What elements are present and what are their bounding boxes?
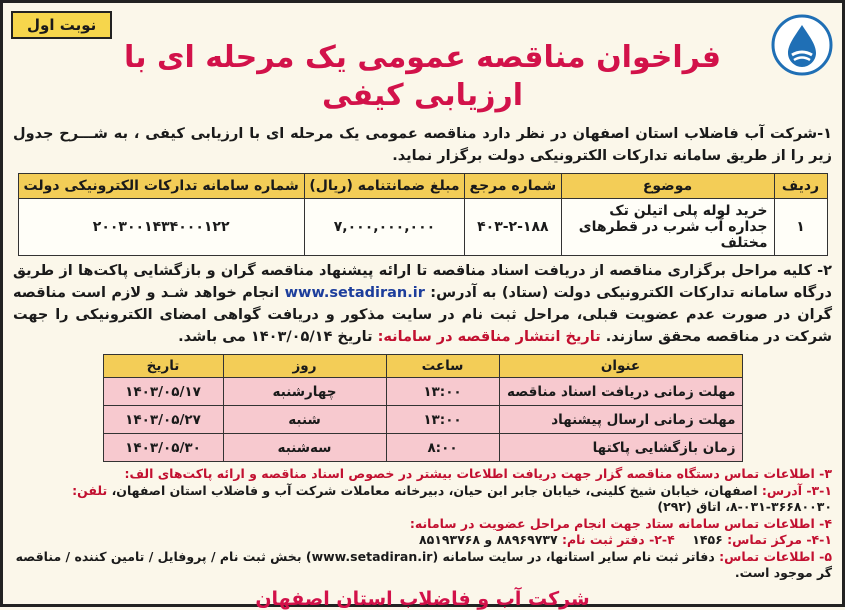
contact-5-text: دفاتر ثبت نام سایر استانها، در سایت سامانه (www.setadiran.ir) بخش ثبت نام / پروفایل / تامین کننده / مناقصه گر موجود است. (15, 548, 832, 580)
schedule-date: ۱۴۰۳/۰۵/۲۷ (103, 406, 223, 434)
column-header: تاریخ (103, 355, 223, 378)
table-row (103, 406, 742, 434)
table-row (18, 199, 827, 256)
contact-section-4: ۴- اطلاعات تماس سامانه ستاد جهت انجام مراحل عضویت در سامانه: (409, 515, 832, 531)
water-drop-logo-icon (770, 13, 834, 77)
schedule-day: شنبه (223, 406, 386, 434)
schedule-time: ۸:۰۰ (386, 434, 499, 462)
publish-date-label: تاریخ انتشار مناقصه در سامانه: (377, 329, 601, 345)
contact-center-line (13, 532, 832, 549)
section-2-text-a: ۲- کلیه مراحل برگزاری مناقصه از دریافت اسناد مناقصه تا ارائه پیشنهاد مناقصه گران و بازگشایی پاکت‌ها از طریق درگاه سامانه تدارکات الکترونیکی دولت (ستاد) به آدرس: (13, 263, 832, 301)
column-header: مبلغ ضمانتنامه (ریال) (304, 174, 464, 199)
schedule-title: مهلت زمانی ارسال پیشنهاد (499, 406, 742, 434)
schedule-header-row (103, 355, 742, 378)
registration-office-label: ۴-۲- دفتر ثبت نام: (561, 532, 675, 547)
call-center-label: ۴-۱- مرکز تماس: (727, 532, 832, 547)
registration-office-number: ۸۸۹۶۹۷۳۷ و ۸۵۱۹۳۷۶۸ (419, 532, 558, 547)
setadiran-link[interactable]: www.setadiran.ir (284, 285, 425, 301)
schedule-time: ۱۳:۰۰ (386, 406, 499, 434)
schedule-table (103, 354, 743, 462)
phone-label: تلفن: (72, 482, 108, 498)
table-row (103, 378, 742, 406)
schedule-day: سه‌شنبه (223, 434, 386, 462)
column-header: شماره مرجع (465, 174, 561, 199)
tender-table-header-row (18, 174, 827, 199)
address-label: ۳-۱- آدرس: (761, 482, 832, 498)
section-2-text-b: انجام خواهد شـد و لازم است مناقصه گران در صورت عدم عضویت قبلی، مراحل ثبت نام در سایت مذکور و دریافت گواهی امضای الکترونیکی را جهت شرکت در مناقصه محقق سازند. (13, 285, 832, 345)
contact-5-label: ۵- اطلاعات تماس: (719, 548, 832, 564)
table-row (103, 434, 742, 462)
column-header: عنوان (499, 355, 742, 378)
address-text: اصفهان، خیابان شیخ کلینی، خیابان جابر ابن حیان، دبیرخانه معاملات شرکت آب و فاضلاب استان اصفهان، (111, 482, 758, 498)
subject-cell: خرید لوله پلی اتیلن تک جداره آب شرب در قطرهای مختلف (561, 199, 774, 256)
schedule-day: چهارشنبه (223, 378, 386, 406)
intro-paragraph: ۱-شرکت آب فاضلاب استان اصفهان در نظر دارد مناقصه عمومی یک مرحله ای با ارزیابی کیفی ، به شـــرح جدول زیر را از طریق سامانه تدارکات الکترونیکی دولت برگزار نماید. (13, 126, 832, 164)
contact-section-5 (13, 549, 832, 582)
column-header: ساعت (386, 355, 499, 378)
schedule-date: ۱۴۰۳/۰۵/۱۷ (103, 378, 223, 406)
guarantee-amount-cell: ۷,۰۰۰,۰۰۰,۰۰۰ (304, 199, 464, 256)
contact-section-3: ۳- اطلاعات تماس دستگاه مناقصه گزار جهت دریافت اطلاعات بیشتر در خصوص اسناد مناقصه و ارائه پاکت‌های الف: (124, 466, 832, 481)
column-header: روز (223, 355, 386, 378)
round-badge: نوبت اول (11, 11, 112, 39)
schedule-date: ۱۴۰۳/۰۵/۳۰ (103, 434, 223, 462)
schedule-title: زمان بازگشایی پاکتها (499, 434, 742, 462)
contact-address-line (13, 483, 832, 516)
reference-number-cell: ۴۰۳-۲-۱۸۸ (465, 199, 561, 256)
page-title: فراخوان مناقصه عمومی یک مرحله ای با ارزیابی کیفی (124, 40, 721, 113)
column-header: موضوع (561, 174, 774, 199)
column-header: شماره سامانه تدارکات الکترونیکی دولت (18, 174, 304, 199)
schedule-title: مهلت زمانی دریافت اسناد مناقصه (499, 378, 742, 406)
row-number: ۱ (774, 199, 827, 256)
tender-table (18, 173, 828, 256)
publish-date-text: تاریخ ۱۴۰۳/۰۵/۱۴ می باشد. (178, 329, 373, 345)
company-name-footer: شرکت آب و فاضلاب استان اصفهان (255, 587, 590, 610)
section-2-paragraph (13, 260, 832, 348)
schedule-time: ۱۳:۰۰ (386, 378, 499, 406)
system-number-cell: ۲۰۰۳۰۰۱۴۳۴۰۰۰۱۲۲ (18, 199, 304, 256)
call-center-number: ۱۴۵۶ (692, 532, 723, 547)
column-header: ردیف (774, 174, 827, 199)
phone-number: ۳۶۶۸۰۰۳۰-۰۳۱-۸، اتاق (۲۹۲) (657, 499, 832, 514)
